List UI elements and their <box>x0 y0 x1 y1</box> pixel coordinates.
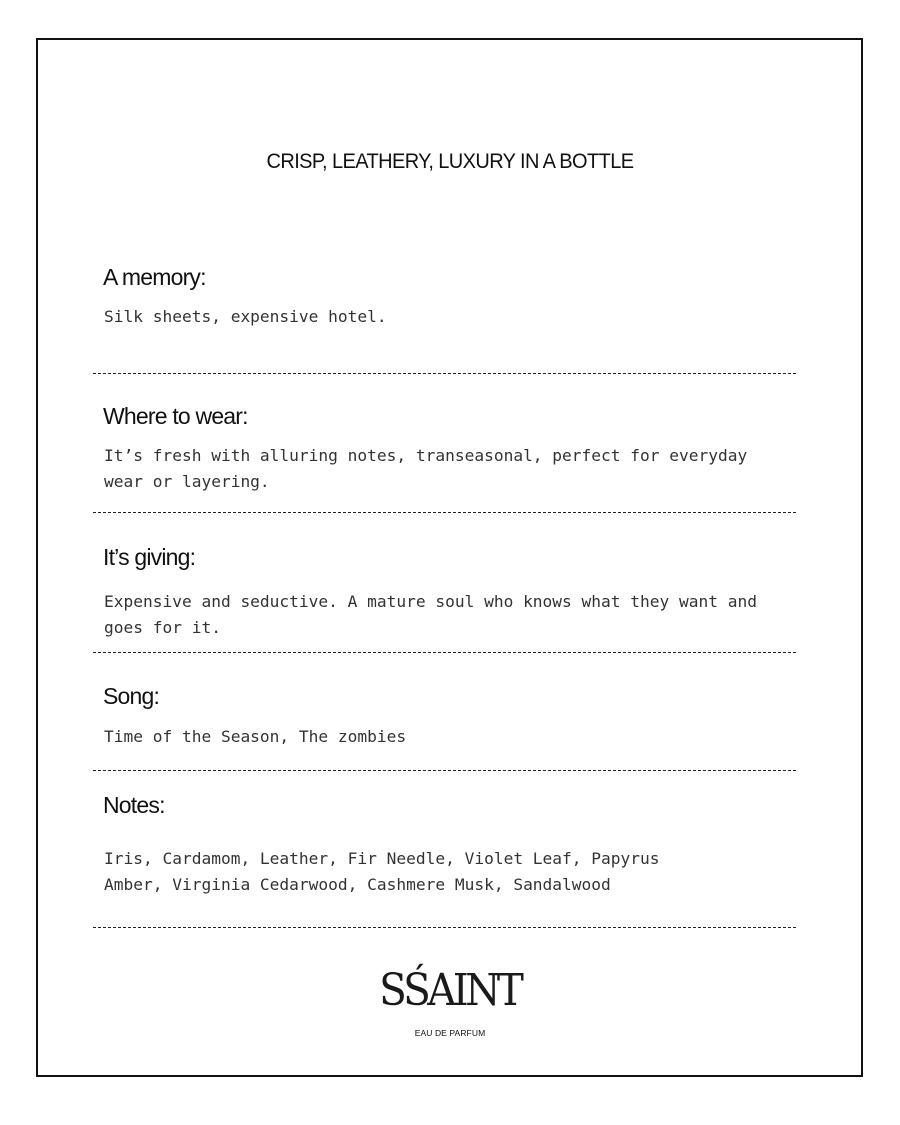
divider <box>93 652 796 653</box>
section-body-memory: Silk sheets, expensive hotel. <box>104 307 387 326</box>
section-title-song: Song: <box>103 683 160 709</box>
section-body-its-giving: Expensive and seductive. A mature soul who knows what they want and goes for it. <box>104 592 757 637</box>
section-title-notes: Notes: <box>103 792 165 818</box>
divider <box>93 373 796 374</box>
divider <box>93 512 796 513</box>
section-body-song: Time of the Season, The zombies <box>104 727 407 746</box>
brand-logo <box>0 965 900 1017</box>
card-headline: CRISP, LEATHERY, LUXURY IN A BOTTLE <box>266 150 634 174</box>
brand-subtitle: EAU DE PARFUM <box>414 1028 486 1038</box>
divider <box>93 927 796 928</box>
brand-logo-wordmark: SŚAINT <box>379 965 521 1016</box>
section-body-notes: Iris, Cardamom, Leather, Fir Needle, Violet Leaf, Papyrus Amber, Virginia Cedarwood, Cashmere Musk, Sandalwood <box>104 849 660 894</box>
section-title-where-to-wear: Where to wear: <box>103 403 248 429</box>
section-body-where-to-wear: It’s fresh with alluring notes, transeasonal, perfect for everyday wear or layering. <box>104 446 748 491</box>
section-title-its-giving: It’s giving: <box>103 544 196 570</box>
divider <box>93 770 796 771</box>
section-title-memory: A memory: <box>103 264 206 290</box>
